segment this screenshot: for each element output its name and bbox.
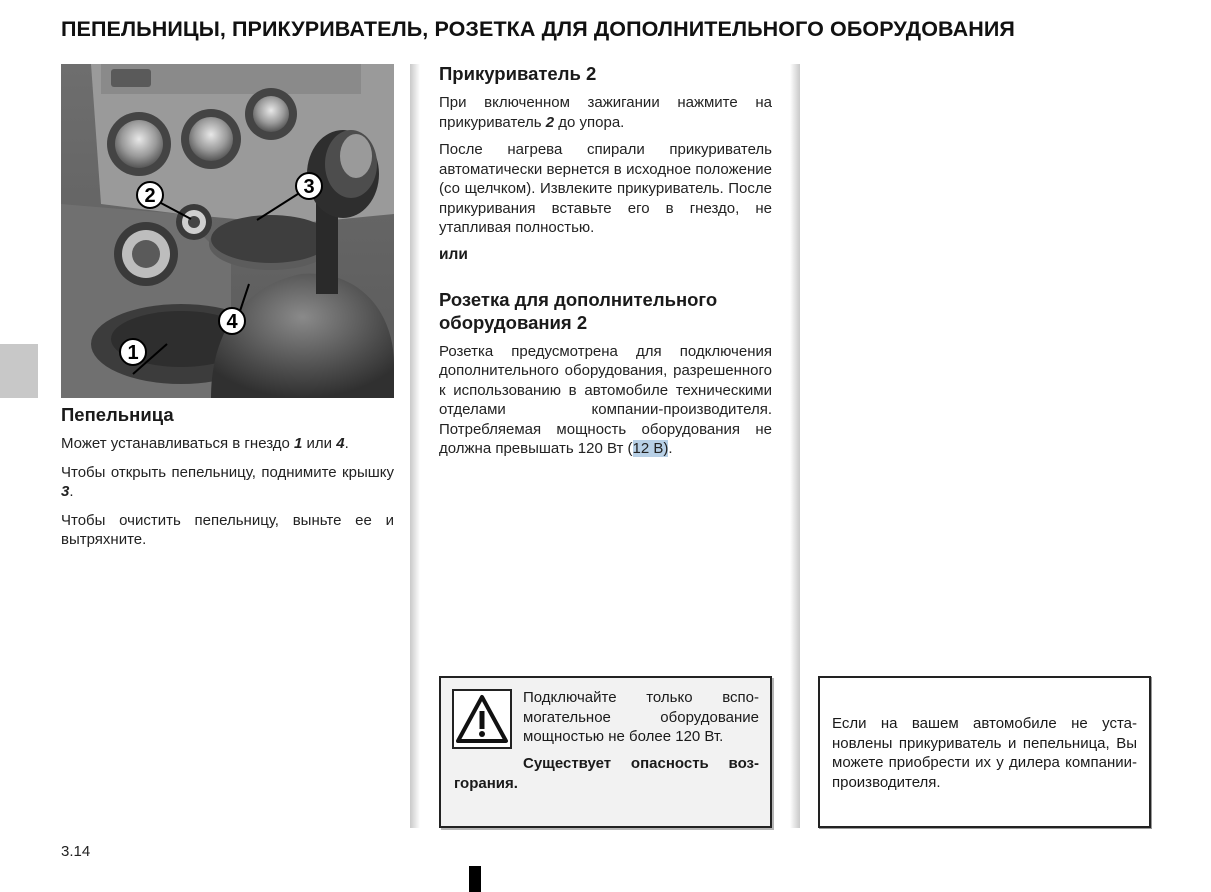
- socket-paragraph: Розетка предусмотрена для подключения дополнительного оборудования, разрешенного к использованию в автомобиле техническими отделами компании-производителя. Потребляемая мощность оборудования не должна превышать 120 Вт (12 В).: [439, 342, 772, 457]
- highlighted-text: 12 В): [632, 440, 669, 457]
- ashtray-paragraph-1: Может устанавливаться в гнездо 1 или 4.: [61, 435, 349, 452]
- ashtray-paragraph-3: Чтобы очистить пепельницу, выньте ее и вытряхните.: [61, 511, 394, 548]
- svg-text:2: 2: [144, 185, 156, 207]
- column-divider-right: [790, 64, 800, 828]
- warning-box: [439, 676, 772, 828]
- lighter-section: [439, 62, 772, 467]
- ashtray-section: [61, 403, 394, 559]
- svg-text:1: 1: [127, 342, 139, 364]
- section-tab: [0, 344, 38, 398]
- ashtray-heading: Пепельница: [61, 404, 174, 425]
- lighter-heading: Прикуриватель 2: [439, 63, 597, 84]
- callout-2: [137, 182, 163, 208]
- note-text: Если на вашем автомобиле не установлены прикуриватель и пепельница, Вы можете приобрести их у дилера компании-производителя.: [832, 715, 1137, 791]
- note-box: [818, 676, 1151, 828]
- or-label: или: [439, 245, 468, 263]
- warning-text: Подключайте только вспомогательное оборудование мощностью не более 120 Вт.: [523, 689, 759, 745]
- console-photo: [61, 64, 394, 398]
- ashtray-paragraph-2: Чтобы открыть пепельницу, поднимите крышку 3.: [61, 463, 394, 500]
- callout-4: [219, 308, 245, 334]
- svg-text:4: 4: [226, 311, 238, 333]
- page-title: ПЕПЕЛЬНИЦЫ, ПРИКУРИВАТЕЛЬ, РОЗЕТКА ДЛЯ ДОПОЛНИТЕЛЬНОГО ОБОРУДОВАНИЯ: [61, 17, 1015, 41]
- page-number: 3.14: [61, 843, 91, 860]
- callout-1: [120, 339, 146, 365]
- warning-triangle-icon: [452, 689, 512, 749]
- callout-3: [296, 173, 322, 199]
- lighter-paragraph-1: При включенном зажигании нажмите на прикуриватель 2 до упора.: [439, 94, 772, 131]
- svg-text:3: 3: [303, 176, 315, 198]
- warning-emphasis: Существует опасность возгорания.: [454, 755, 759, 792]
- socket-heading: Розетка для дополнительного оборудования 2: [439, 288, 718, 333]
- lighter-paragraph-2: После нагрева спирали прикуриватель автоматически вернется в исходное положение (со щелчком). Извлеките прикуриватель. После прикуривания вставьте его в гнездо, не утапливая полностью.: [439, 141, 772, 236]
- footer-mark: [469, 866, 481, 892]
- column-divider-left: [410, 64, 420, 828]
